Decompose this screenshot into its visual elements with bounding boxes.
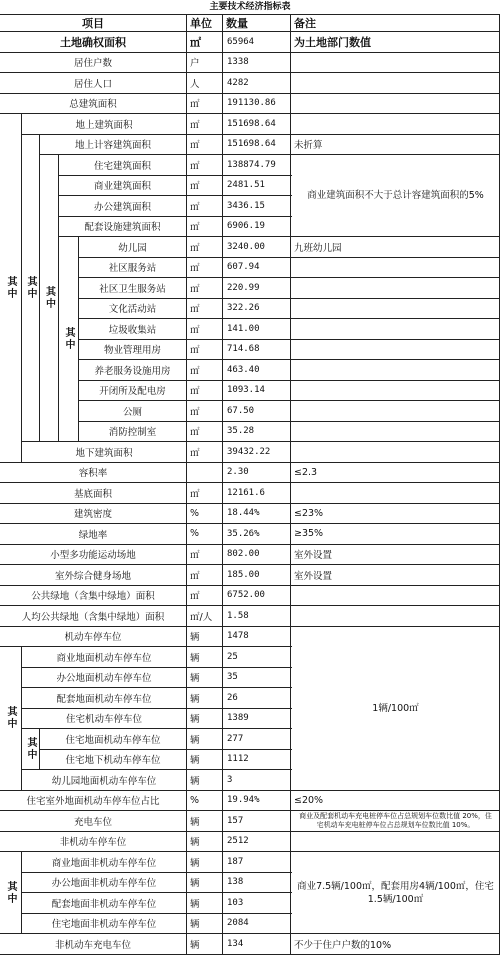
row-item-label: 文化活动站 (78, 299, 187, 319)
row-quantity: 25 (222, 647, 291, 667)
row-note (290, 422, 500, 442)
table-row (0, 504, 500, 525)
row-item-label: 公共绿地（含集中绿地）面积 (0, 586, 187, 606)
row-unit: ㎡ (186, 360, 223, 380)
row-quantity: 2512 (222, 832, 291, 852)
row-unit: % (186, 791, 223, 811)
row-unit: 辆 (186, 729, 223, 749)
row-note (290, 586, 500, 606)
row-note (290, 340, 500, 360)
table-row (0, 114, 500, 135)
header-item: 项目 (0, 15, 187, 31)
row-unit: ㎡ (186, 237, 223, 257)
row-unit: ㎡/人 (186, 606, 223, 626)
row-item-label: 配套地面机动车停车位 (21, 688, 187, 708)
row-unit: ㎡ (186, 319, 223, 339)
row-unit: 辆 (186, 934, 223, 954)
row-note (290, 299, 500, 319)
row-unit: ㎡ (186, 135, 223, 155)
row-unit: 辆 (186, 750, 223, 770)
row-item-label: 居住人口 (0, 73, 187, 93)
row-item-label: 室外综合健身场地 (0, 565, 187, 585)
row-unit: ㎡ (186, 483, 223, 503)
row-quantity: 1112 (222, 750, 291, 770)
row-item-label: 充电车位 (0, 811, 187, 831)
group-label-qizhong: 其中 (40, 155, 59, 442)
row-quantity: 138874.79 (222, 155, 291, 175)
row-item-label: 容积率 (0, 463, 187, 483)
table-row (0, 524, 500, 545)
table-row (0, 32, 500, 53)
row-note (290, 114, 500, 134)
row-unit: ㎡ (186, 565, 223, 585)
row-unit: 户 (186, 53, 223, 73)
row-unit: 辆 (186, 709, 223, 729)
row-item-label: 住宅室外地面机动车停车位占比 (0, 791, 187, 811)
table-row (0, 73, 500, 94)
row-quantity: 39432.22 (222, 442, 291, 462)
group-label-qizhong: 其中 (0, 647, 22, 791)
row-note: ≤23% (290, 504, 500, 524)
merged-note: 商业7.5辆/100㎡，配套用房4辆/100㎡，住宅1.5辆/100㎡ (292, 852, 499, 933)
row-unit: ㎡ (186, 545, 223, 565)
row-unit: 辆 (186, 688, 223, 708)
row-unit: ㎡ (186, 401, 223, 421)
row-item-label: 配套设施建筑面积 (58, 217, 187, 237)
row-quantity: 35.26% (222, 524, 291, 544)
row-item-label: 商业地面机动车停车位 (21, 647, 187, 667)
row-quantity: 6906.19 (222, 217, 291, 237)
row-note (290, 94, 500, 114)
row-note (290, 606, 500, 626)
row-unit: ㎡ (186, 422, 223, 442)
row-note (290, 483, 500, 503)
row-item-label: 消防控制室 (78, 422, 187, 442)
row-unit: 辆 (186, 627, 223, 647)
merged-note: 商业建筑面积不大于总计容建筑面积的5% (292, 155, 499, 236)
row-note: 为土地部门数值 (290, 32, 500, 52)
table-row (0, 934, 500, 955)
row-unit: 辆 (186, 832, 223, 852)
row-unit: ㎡ (186, 299, 223, 319)
row-item-label: 商业地面非机动车停车位 (21, 852, 187, 872)
row-quantity: 18.44% (222, 504, 291, 524)
indicator-table (0, 14, 500, 979)
row-quantity: 12161.6 (222, 483, 291, 503)
row-unit: 辆 (186, 668, 223, 688)
row-unit: ㎡ (186, 217, 223, 237)
row-unit: ㎡ (186, 32, 223, 52)
row-note: 九班幼儿园 (290, 237, 500, 257)
row-quantity: 2481.51 (222, 176, 291, 196)
row-quantity: 802.00 (222, 545, 291, 565)
row-unit: ㎡ (186, 442, 223, 462)
table-row (0, 483, 500, 504)
table-row (0, 832, 500, 853)
row-quantity: 141.00 (222, 319, 291, 339)
row-quantity: 3 (222, 770, 291, 790)
row-quantity: 220.99 (222, 278, 291, 298)
group-label-qizhong: 其中 (22, 135, 40, 443)
row-quantity: 187 (222, 852, 291, 872)
row-item-label: 人均公共绿地（含集中绿地）面积 (0, 606, 187, 626)
header-unit: 单位 (186, 15, 223, 31)
row-quantity: 1093.14 (222, 381, 291, 401)
table-row (0, 791, 500, 812)
row-unit: ㎡ (186, 586, 223, 606)
row-quantity: 2.30 (222, 463, 291, 483)
row-note (290, 258, 500, 278)
group-label-qizhong: 其中 (0, 114, 22, 463)
row-item-label: 地上建筑面积 (21, 114, 187, 134)
group-label-qizhong: 其中 (0, 852, 22, 934)
row-quantity: 65964 (222, 32, 291, 52)
row-unit: ㎡ (186, 340, 223, 360)
row-unit: 辆 (186, 811, 223, 831)
row-quantity: 134 (222, 934, 291, 954)
group-label-qizhong: 其中 (59, 237, 79, 442)
row-item-label: 物业管理用房 (78, 340, 187, 360)
row-item-label: 养老服务设施用房 (78, 360, 187, 380)
row-unit: ㎡ (186, 278, 223, 298)
row-item-label: 办公地面机动车停车位 (21, 668, 187, 688)
row-quantity: 35 (222, 668, 291, 688)
row-note (290, 442, 500, 462)
row-note: ≥35% (290, 524, 500, 544)
row-note: 室外设置 (290, 565, 500, 585)
row-quantity: 2084 (222, 914, 291, 934)
row-quantity: 185.00 (222, 565, 291, 585)
row-quantity: 1338 (222, 53, 291, 73)
row-note (290, 278, 500, 298)
row-item-label: 总建筑面积 (0, 94, 187, 114)
row-unit: ㎡ (186, 155, 223, 175)
table-row (0, 545, 500, 566)
row-item-label: 办公建筑面积 (58, 196, 187, 216)
row-unit: % (186, 504, 223, 524)
row-note: ≤20% (290, 791, 500, 811)
row-item-label: 土地确权面积 (0, 32, 187, 52)
row-item-label: 商业建筑面积 (58, 176, 187, 196)
row-quantity: 322.26 (222, 299, 291, 319)
row-item-label: 居住户数 (0, 53, 187, 73)
merged-note: 1辆/100㎡ (292, 627, 499, 790)
row-unit: ㎡ (186, 381, 223, 401)
row-quantity: 1.58 (222, 606, 291, 626)
row-item-label: 垃圾收集站 (78, 319, 187, 339)
row-note (290, 360, 500, 380)
row-note (290, 319, 500, 339)
row-unit: ㎡ (186, 176, 223, 196)
row-unit: 辆 (186, 647, 223, 667)
row-quantity: 151698.64 (222, 135, 291, 155)
row-note (290, 381, 500, 401)
table-row (0, 565, 500, 586)
header-note: 备注 (290, 15, 500, 31)
row-note (290, 53, 500, 73)
row-item-label: 社区卫生服务站 (78, 278, 187, 298)
row-quantity: 35.28 (222, 422, 291, 442)
row-item-label: 非机动车充电车位 (0, 934, 187, 954)
row-item-label: 小型多功能运动场地 (0, 545, 187, 565)
row-item-label: 幼儿园地面机动车停车位 (21, 770, 187, 790)
table-header-row (0, 14, 500, 32)
row-unit: ㎡ (186, 114, 223, 134)
row-item-label: 机动车停车位 (0, 627, 187, 647)
row-note (290, 73, 500, 93)
row-unit (186, 463, 223, 483)
row-quantity: 103 (222, 893, 291, 913)
group-label-qizhong: 其中 (22, 729, 40, 770)
row-note: 室外设置 (290, 545, 500, 565)
row-unit: 辆 (186, 852, 223, 872)
row-item-label: 幼儿园 (78, 237, 187, 257)
row-item-label: 公厕 (78, 401, 187, 421)
row-quantity: 4282 (222, 73, 291, 93)
row-quantity: 191130.86 (222, 94, 291, 114)
row-quantity: 67.50 (222, 401, 291, 421)
row-note: 未折算 (290, 135, 500, 155)
row-item-label: 住宅建筑面积 (58, 155, 187, 175)
row-item-label: 住宅地面机动车停车位 (39, 729, 187, 749)
row-quantity: 1478 (222, 627, 291, 647)
row-quantity: 157 (222, 811, 291, 831)
table-row (0, 135, 500, 156)
row-unit: ㎡ (186, 196, 223, 216)
table-row (0, 53, 500, 74)
row-unit: 辆 (186, 914, 223, 934)
row-quantity: 6752.00 (222, 586, 291, 606)
row-item-label: 地下建筑面积 (21, 442, 187, 462)
row-quantity: 607.94 (222, 258, 291, 278)
row-quantity: 138 (222, 873, 291, 893)
row-quantity: 714.68 (222, 340, 291, 360)
row-item-label: 住宅地面非机动车停车位 (21, 914, 187, 934)
row-quantity: 463.40 (222, 360, 291, 380)
table-row (0, 606, 500, 627)
row-item-label: 住宅地下机动车停车位 (39, 750, 187, 770)
row-unit: ㎡ (186, 258, 223, 278)
row-item-label: 非机动车停车位 (0, 832, 187, 852)
row-item-label: 办公地面非机动车停车位 (21, 873, 187, 893)
row-quantity: 26 (222, 688, 291, 708)
row-unit: 辆 (186, 893, 223, 913)
row-note: ≤2.3 (290, 463, 500, 483)
row-quantity: 3240.00 (222, 237, 291, 257)
table-row (0, 94, 500, 115)
row-quantity: 3436.15 (222, 196, 291, 216)
row-quantity: 151698.64 (222, 114, 291, 134)
row-note (290, 832, 500, 852)
row-quantity: 1389 (222, 709, 291, 729)
row-unit: 人 (186, 73, 223, 93)
header-qty: 数量 (222, 15, 291, 31)
table-row (0, 463, 500, 484)
table-title: 主要技术经济指标表 (209, 2, 291, 12)
row-note: 不少于住户户数的10% (290, 934, 500, 954)
row-item-label: 地上计容建筑面积 (39, 135, 187, 155)
row-quantity: 277 (222, 729, 291, 749)
row-item-label: 开闭所及配电房 (78, 381, 187, 401)
table-row (0, 442, 500, 463)
row-unit: ㎡ (186, 94, 223, 114)
row-note (290, 401, 500, 421)
row-item-label: 住宅机动车停车位 (21, 709, 187, 729)
row-unit: 辆 (186, 873, 223, 893)
row-quantity: 19.94% (222, 791, 291, 811)
row-item-label: 建筑密度 (0, 504, 187, 524)
merged-note: 商业及配套机动车充电桩停车位占总规划车位数比值 20%，住宅机动车充电桩停车位占总规划车位数比值 10%。 (292, 811, 499, 831)
row-unit: 辆 (186, 770, 223, 790)
row-item-label: 配套地面非机动车停车位 (21, 893, 187, 913)
row-item-label: 绿地率 (0, 524, 187, 544)
row-unit: % (186, 524, 223, 544)
row-item-label: 社区服务站 (78, 258, 187, 278)
table-row (0, 586, 500, 607)
row-item-label: 基底面积 (0, 483, 187, 503)
